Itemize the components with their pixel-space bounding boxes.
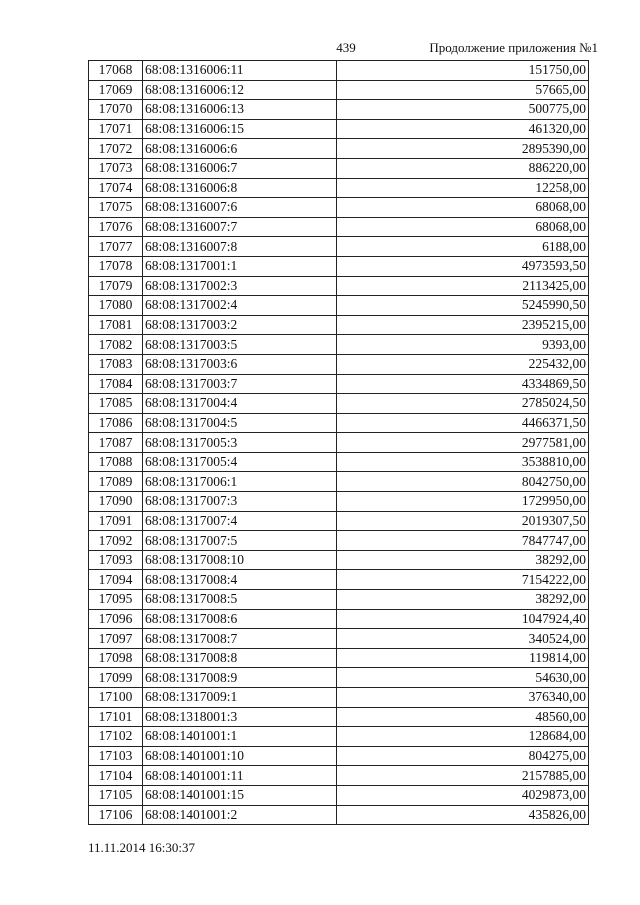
cadastral-value: 2113425,00 [337,276,589,296]
row-number: 17094 [89,570,143,590]
row-number: 17071 [89,119,143,139]
print-timestamp: 11.11.2014 16:30:37 [88,840,196,855]
cadastral-value-table [88,60,589,825]
cadastral-value: 5245990,50 [337,296,589,316]
row-number: 17104 [89,766,143,786]
row-number: 17068 [89,61,143,81]
row-number: 17072 [89,139,143,159]
row-number: 17082 [89,335,143,355]
table-row [89,727,589,747]
table-row [89,394,589,414]
cadastral-value: 4029873,00 [337,785,589,805]
table-row [89,256,589,276]
row-number: 17080 [89,296,143,316]
row-number: 17105 [89,785,143,805]
table-row [89,746,589,766]
cadastral-number: 68:08:1316006:8 [143,178,337,198]
table-row [89,276,589,296]
row-number: 17074 [89,178,143,198]
cadastral-number: 68:08:1317008:8 [143,648,337,668]
cadastral-value: 7154222,00 [337,570,589,590]
row-number: 17100 [89,688,143,708]
cadastral-value: 340524,00 [337,629,589,649]
cadastral-value: 1729950,00 [337,492,589,512]
cadastral-number: 68:08:1317008:10 [143,550,337,570]
table-row [89,178,589,198]
row-number: 17103 [89,746,143,766]
row-number: 17083 [89,354,143,374]
row-number: 17085 [89,394,143,414]
table-row [89,413,589,433]
cadastral-number: 68:08:1317003:6 [143,354,337,374]
table-row [89,237,589,257]
table-row [89,805,589,825]
cadastral-number: 68:08:1316006:11 [143,61,337,81]
row-number: 17078 [89,256,143,276]
table-body [89,61,589,825]
cadastral-number: 68:08:1401001:11 [143,766,337,786]
table-row [89,668,589,688]
cadastral-value: 38292,00 [337,590,589,610]
row-number: 17069 [89,80,143,100]
cadastral-value: 9393,00 [337,335,589,355]
row-number: 17106 [89,805,143,825]
row-number: 17084 [89,374,143,394]
cadastral-number: 68:08:1401001:10 [143,746,337,766]
cadastral-value: 3538810,00 [337,452,589,472]
cadastral-number: 68:08:1316006:15 [143,119,337,139]
table-row [89,61,589,81]
table-row [89,217,589,237]
table-row [89,452,589,472]
cadastral-value: 7847747,00 [337,531,589,551]
cadastral-number: 68:08:1317008:5 [143,590,337,610]
table-row [89,374,589,394]
cadastral-number: 68:08:1317007:3 [143,492,337,512]
cadastral-number: 68:08:1317002:3 [143,276,337,296]
cadastral-number: 68:08:1317004:4 [143,394,337,414]
cadastral-number: 68:08:1317003:5 [143,335,337,355]
cadastral-value: 4973593,50 [337,256,589,276]
row-number: 17095 [89,590,143,610]
cadastral-number: 68:08:1317004:5 [143,413,337,433]
cadastral-value: 461320,00 [337,119,589,139]
row-number: 17077 [89,237,143,257]
row-number: 17076 [89,217,143,237]
table-row [89,158,589,178]
row-number: 17102 [89,727,143,747]
row-number: 17090 [89,492,143,512]
table-row [89,629,589,649]
table-row [89,766,589,786]
cadastral-value: 151750,00 [337,61,589,81]
cadastral-value: 4466371,50 [337,413,589,433]
table-row [89,511,589,531]
cadastral-value: 435826,00 [337,805,589,825]
row-number: 17073 [89,158,143,178]
cadastral-value: 886220,00 [337,158,589,178]
row-number: 17097 [89,629,143,649]
table-row [89,296,589,316]
cadastral-number: 68:08:1401001:15 [143,785,337,805]
appendix-note: Продолжение приложения №1 [429,40,598,55]
row-number: 17099 [89,668,143,688]
cadastral-number: 68:08:1317001:1 [143,256,337,276]
row-number: 17098 [89,648,143,668]
cadastral-number: 68:08:1317008:4 [143,570,337,590]
cadastral-value: 376340,00 [337,688,589,708]
cadastral-value: 2895390,00 [337,139,589,159]
table-row [89,550,589,570]
table-row [89,198,589,218]
cadastral-number: 68:08:1317008:6 [143,609,337,629]
table-row [89,119,589,139]
table-row [89,472,589,492]
cadastral-number: 68:08:1317008:9 [143,668,337,688]
cadastral-number: 68:08:1317009:1 [143,688,337,708]
row-number: 17096 [89,609,143,629]
cadastral-number: 68:08:1316006:7 [143,158,337,178]
table-row [89,570,589,590]
cadastral-value: 2395215,00 [337,315,589,335]
table-row [89,648,589,668]
cadastral-value: 4334869,50 [337,374,589,394]
cadastral-value: 804275,00 [337,746,589,766]
cadastral-value: 68068,00 [337,217,589,237]
table-row [89,492,589,512]
row-number: 17075 [89,198,143,218]
cadastral-value: 1047924,40 [337,609,589,629]
cadastral-value: 2157885,00 [337,766,589,786]
row-number: 17101 [89,707,143,727]
cadastral-value: 225432,00 [337,354,589,374]
cadastral-value: 128684,00 [337,727,589,747]
cadastral-number: 68:08:1401001:1 [143,727,337,747]
page-number: 439 [336,40,356,55]
row-number: 17079 [89,276,143,296]
cadastral-number: 68:08:1316007:8 [143,237,337,257]
table-row [89,531,589,551]
cadastral-number: 68:08:1316007:6 [143,198,337,218]
table-row [89,335,589,355]
table-row [89,139,589,159]
cadastral-value: 2785024,50 [337,394,589,414]
cadastral-value: 12258,00 [337,178,589,198]
table-row [89,590,589,610]
cadastral-number: 68:08:1318001:3 [143,707,337,727]
cadastral-value: 38292,00 [337,550,589,570]
table-row [89,354,589,374]
cadastral-number: 68:08:1316007:7 [143,217,337,237]
table-row [89,80,589,100]
row-number: 17087 [89,433,143,453]
row-number: 17070 [89,100,143,120]
cadastral-number: 68:08:1317003:7 [143,374,337,394]
row-number: 17093 [89,550,143,570]
cadastral-number: 68:08:1316006:13 [143,100,337,120]
cadastral-value: 68068,00 [337,198,589,218]
table-row [89,315,589,335]
cadastral-value: 54630,00 [337,668,589,688]
cadastral-value: 6188,00 [337,237,589,257]
table-row [89,100,589,120]
table-row [89,707,589,727]
row-number: 17091 [89,511,143,531]
cadastral-number: 68:08:1317005:4 [143,452,337,472]
cadastral-number: 68:08:1316006:6 [143,139,337,159]
cadastral-number: 68:08:1317007:4 [143,511,337,531]
cadastral-value: 48560,00 [337,707,589,727]
cadastral-number: 68:08:1316006:12 [143,80,337,100]
row-number: 17081 [89,315,143,335]
row-number: 17092 [89,531,143,551]
table-row [89,433,589,453]
table-row [89,609,589,629]
cadastral-value: 2019307,50 [337,511,589,531]
cadastral-number: 68:08:1317006:1 [143,472,337,492]
cadastral-number: 68:08:1317003:2 [143,315,337,335]
cadastral-number: 68:08:1317005:3 [143,433,337,453]
cadastral-value: 2977581,00 [337,433,589,453]
cadastral-number: 68:08:1401001:2 [143,805,337,825]
cadastral-value: 500775,00 [337,100,589,120]
row-number: 17086 [89,413,143,433]
cadastral-value: 8042750,00 [337,472,589,492]
cadastral-value: 57665,00 [337,80,589,100]
cadastral-number: 68:08:1317002:4 [143,296,337,316]
row-number: 17088 [89,452,143,472]
cadastral-number: 68:08:1317008:7 [143,629,337,649]
cadastral-value: 119814,00 [337,648,589,668]
cadastral-number: 68:08:1317007:5 [143,531,337,551]
table-row [89,785,589,805]
table-row [89,688,589,708]
row-number: 17089 [89,472,143,492]
